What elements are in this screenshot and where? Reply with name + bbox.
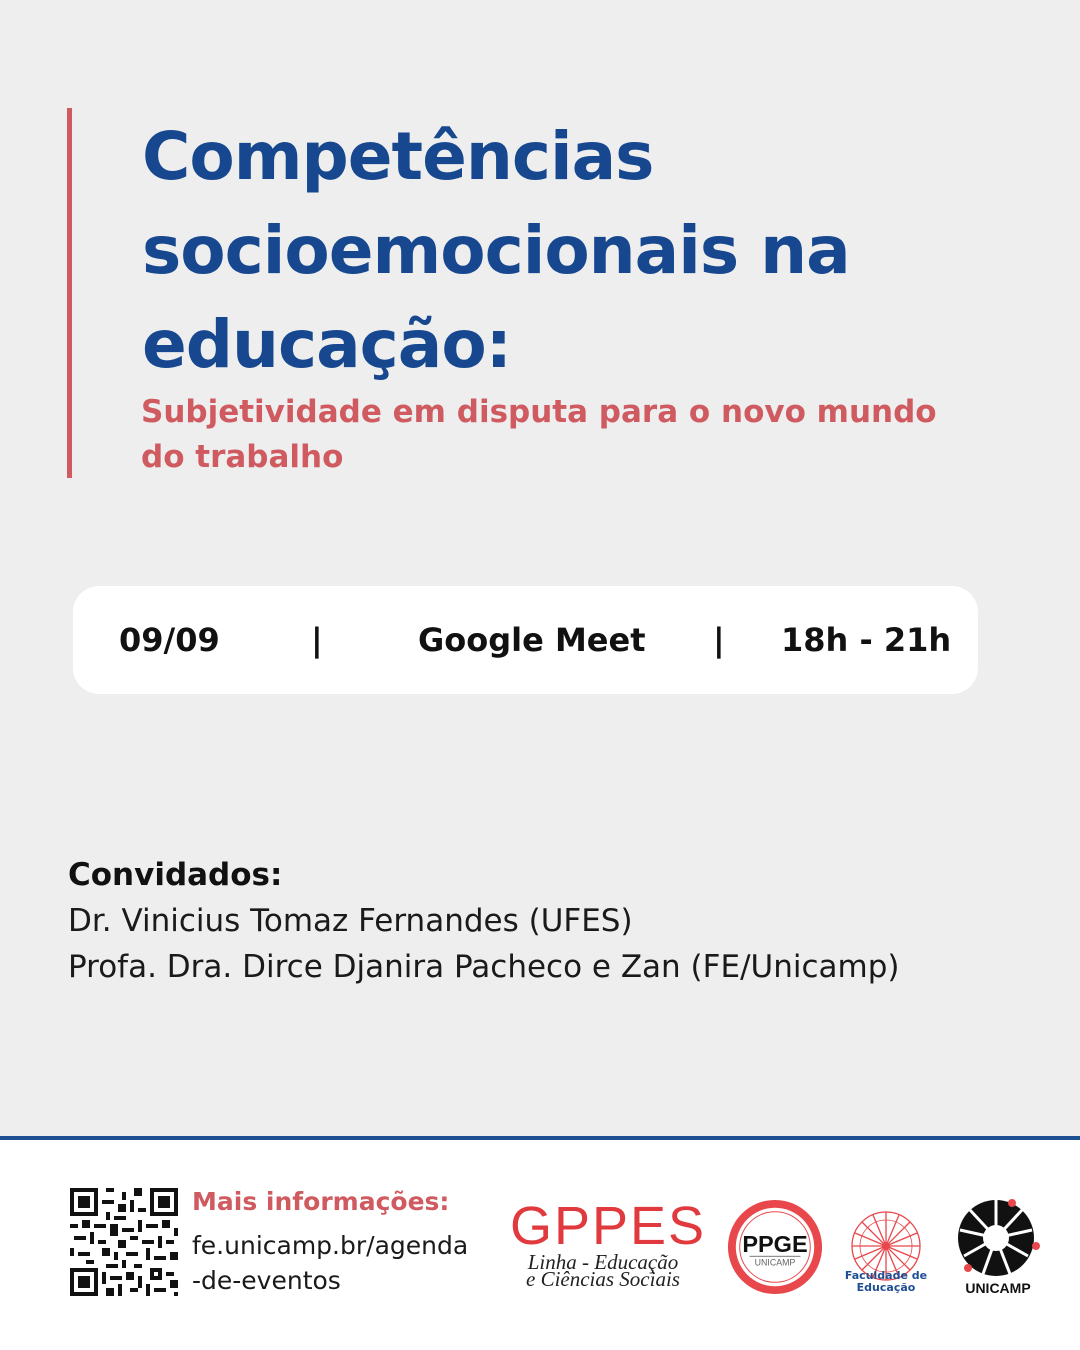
ppge-logo-text: PPGE — [742, 1230, 808, 1257]
separator: | — [713, 621, 725, 659]
title-line-3: educação: — [142, 306, 512, 383]
event-platform: Google Meet — [418, 621, 646, 659]
event-date: 09/09 — [119, 621, 220, 659]
event-time: 18h - 21h — [781, 621, 952, 659]
guest-item: Dr. Vinicius Tomaz Fernandes (UFES) — [68, 903, 633, 939]
faculdade-educacao-label-1: Faculdade de — [844, 1269, 928, 1282]
ppge-logo — [726, 1198, 824, 1296]
guests-heading: Convidados: — [68, 857, 283, 893]
gppes-logo-name: GPPES — [510, 1196, 707, 1256]
faculdade-educacao-label-2: Educação — [856, 1281, 916, 1294]
title-line-2: socioemocionais na — [142, 212, 850, 289]
event-title — [142, 110, 1002, 392]
gppes-logo-tagline-2: e Ciências Sociais — [526, 1267, 680, 1291]
gppes-logo — [510, 1196, 707, 1298]
guest-item: Profa. Dra. Dirce Djanira Pacheco e Zan (FE/Unicamp) — [68, 949, 900, 985]
more-info-label: Mais informações: — [192, 1187, 450, 1216]
faculdade-educacao-label — [844, 1270, 928, 1294]
gppes-logo-tagline-1: Linha - Educação — [527, 1250, 679, 1274]
unicamp-logo-text: UNICAMP — [965, 1280, 1031, 1296]
url-line-2[interactable]: -de-eventos — [192, 1266, 341, 1295]
guests-section — [68, 852, 1048, 990]
separator: | — [311, 621, 323, 659]
event-info-pill — [73, 586, 978, 694]
accent-bar — [67, 108, 72, 478]
more-info-link[interactable] — [192, 1228, 492, 1298]
url-line-1[interactable]: fe.unicamp.br/agenda — [192, 1231, 469, 1260]
title-line-1: Competências — [142, 118, 654, 195]
qr-code-icon[interactable] — [70, 1188, 178, 1296]
event-subtitle: Subjetividade em disputa para o novo mundo do trabalho — [141, 394, 937, 475]
footer — [0, 1136, 1080, 1350]
ppge-logo-subtext: UNICAMP — [754, 1257, 796, 1268]
unicamp-logo — [948, 1198, 1048, 1298]
